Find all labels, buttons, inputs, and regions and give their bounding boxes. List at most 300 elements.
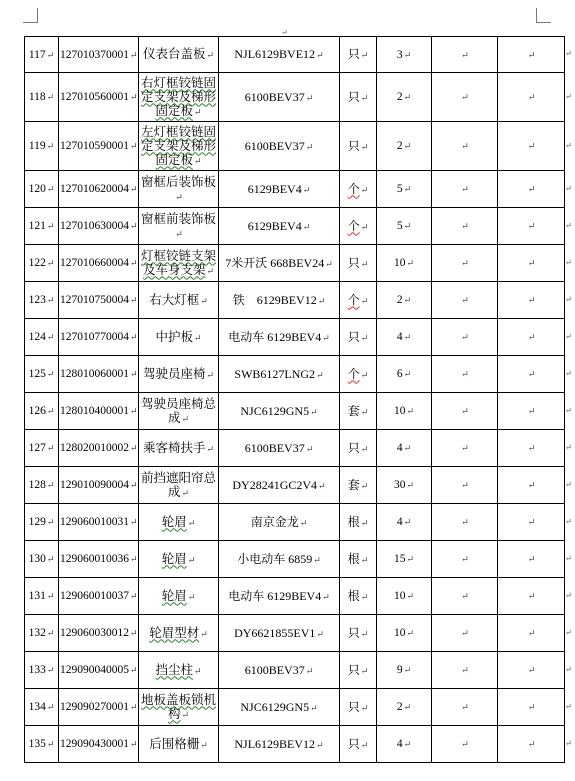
cell-end-mark: ↵	[206, 443, 215, 454]
unit-cell	[340, 467, 377, 504]
cell-end-mark: ↵	[187, 591, 196, 602]
part-code-cell	[59, 467, 139, 504]
row-number-cell	[25, 726, 59, 763]
cell-end-mark: ↵	[46, 184, 55, 194]
part-code-cell	[59, 319, 139, 356]
cell-end-mark: ↵	[305, 92, 314, 103]
quantity-text: 2	[396, 701, 403, 713]
empty-cell	[432, 467, 498, 504]
cell-end-mark: ↵	[130, 221, 138, 231]
empty-cell	[432, 615, 498, 652]
cell-end-mark: ↵	[527, 665, 536, 675]
quantity-text: 6	[396, 368, 403, 380]
empty-cell	[432, 430, 498, 467]
part-name-cell	[139, 282, 219, 319]
empty-cell	[498, 689, 565, 726]
cell-end-mark: ↵	[403, 665, 412, 675]
unit-cell	[340, 430, 377, 467]
quantity-cell	[377, 393, 432, 430]
part-code-text: 129060010031	[60, 516, 129, 528]
empty-cell	[432, 319, 498, 356]
part-name-cell	[139, 319, 219, 356]
vehicle-model-cell	[219, 430, 340, 467]
cell-end-mark: ↵	[302, 184, 311, 195]
cell-end-mark: ↵	[299, 517, 308, 528]
cell-end-mark: ↵	[316, 369, 324, 380]
cell-end-mark: ↵	[130, 406, 138, 416]
part-name-cell	[139, 73, 219, 122]
part-name-text: 中护板	[155, 329, 193, 344]
empty-cell	[498, 652, 565, 689]
part-code-cell	[59, 122, 139, 171]
cell-end-mark: ↵	[181, 487, 190, 498]
cell-end-mark: ↵	[461, 221, 469, 231]
cell-end-mark: ↵	[318, 480, 326, 491]
empty-cell	[498, 122, 565, 171]
part-code-text: 129060010036	[60, 553, 129, 565]
vehicle-model-text: NJC6129GN5	[240, 699, 310, 714]
cell-end-mark: ↵	[406, 628, 415, 638]
part-code-cell	[59, 689, 139, 726]
row-end-mark: ↵	[565, 368, 572, 378]
cell-end-mark: ↵	[527, 49, 536, 60]
cell-end-mark: ↵	[316, 50, 324, 60]
cell-end-mark: ↵	[360, 369, 369, 380]
cell-end-mark: ↵	[305, 141, 314, 152]
row-number-text: 120	[28, 183, 46, 195]
vehicle-model-text: 小电动车 6859	[237, 551, 313, 566]
part-code-cell	[59, 171, 139, 208]
cell-end-mark: ↵	[360, 406, 369, 417]
row-number-cell	[25, 122, 59, 171]
quantity-cell	[377, 578, 432, 615]
part-code-text: 128010400001	[60, 405, 129, 417]
vehicle-model-cell	[219, 356, 340, 393]
row-end-mark: ↵	[565, 553, 572, 563]
empty-cell	[432, 122, 498, 171]
unit-text: 只	[347, 625, 360, 640]
part-code-text: 128020010002	[60, 442, 129, 454]
unit-text: 只	[347, 89, 360, 104]
cell-end-mark: ↵	[461, 92, 469, 102]
cell-end-mark: ↵	[527, 628, 536, 638]
row-end-mark: ↵	[565, 183, 572, 193]
cell-end-mark: ↵	[360, 221, 369, 232]
cell-end-mark: ↵	[46, 332, 55, 342]
cell-end-mark: ↵	[461, 295, 469, 305]
vehicle-model-text: 6129BEV4	[247, 181, 302, 196]
cell-end-mark: ↵	[187, 554, 196, 565]
cell-end-mark: ↵	[527, 480, 536, 490]
cell-end-mark: ↵	[403, 443, 412, 453]
vehicle-model-cell	[219, 393, 340, 430]
part-name-cell	[139, 245, 219, 282]
quantity-cell	[377, 171, 432, 208]
table-row	[25, 541, 565, 578]
cell-end-mark: ↵	[527, 554, 536, 564]
quantity-text: 5	[396, 183, 403, 195]
part-name-cell	[139, 356, 219, 393]
cell-end-mark: ↵	[461, 443, 469, 453]
quantity-text: 4	[396, 442, 403, 454]
cell-end-mark: ↵	[527, 184, 536, 194]
part-name-cell	[139, 541, 219, 578]
cell-end-mark: ↵	[130, 591, 138, 601]
part-code-cell	[59, 245, 139, 282]
empty-cell	[432, 578, 498, 615]
empty-cell	[432, 504, 498, 541]
unit-cell	[340, 578, 377, 615]
part-name-cell	[139, 689, 219, 726]
row-number-text: 122	[28, 257, 46, 269]
cell-end-mark: ↵	[403, 517, 412, 527]
part-name-text: 前挡遮阳帘总成	[140, 470, 216, 499]
cell-end-mark: ↵	[206, 265, 215, 276]
vehicle-model-cell	[219, 578, 340, 615]
vehicle-model-cell	[219, 504, 340, 541]
empty-cell	[498, 356, 565, 393]
row-end-mark: ↵	[565, 590, 572, 600]
cell-end-mark: ↵	[360, 332, 369, 343]
empty-cell	[498, 430, 565, 467]
part-name-cell	[139, 504, 219, 541]
part-code-text: 129060010037	[60, 590, 129, 602]
cell-end-mark: ↵	[46, 406, 55, 416]
cell-end-mark: ↵	[130, 739, 138, 749]
cell-end-mark: ↵	[325, 258, 333, 269]
row-number-cell	[25, 319, 59, 356]
cell-end-mark: ↵	[461, 554, 469, 564]
cell-end-mark: ↵	[193, 332, 202, 343]
cell-end-mark: ↵	[461, 628, 469, 638]
empty-cell	[432, 393, 498, 430]
unit-text: 只	[347, 329, 360, 344]
parts-table-body	[25, 37, 565, 763]
row-number-cell	[25, 430, 59, 467]
cell-end-mark: ↵	[527, 332, 536, 342]
part-code-text: 129090040005	[60, 664, 129, 676]
part-name-cell	[139, 652, 219, 689]
quantity-text: 4	[396, 738, 403, 750]
quantity-text: 3	[396, 48, 403, 61]
empty-cell	[432, 356, 498, 393]
cell-end-mark: ↵	[46, 702, 55, 712]
cell-end-mark: ↵	[181, 709, 190, 720]
cell-end-mark: ↵	[130, 49, 138, 60]
cell-end-mark: ↵	[403, 332, 412, 342]
cell-end-mark: ↵	[130, 628, 138, 638]
cell-end-mark: ↵	[130, 702, 138, 712]
vehicle-model-cell	[219, 652, 340, 689]
unit-text: 只	[347, 736, 360, 751]
cell-end-mark: ↵	[46, 591, 55, 601]
quantity-cell	[377, 208, 432, 245]
row-number-text: 125	[28, 368, 46, 380]
cell-end-mark: ↵	[403, 221, 412, 231]
row-number-text: 124	[28, 331, 46, 343]
part-name-text: 驾驶员座椅总成	[140, 396, 216, 425]
quantity-cell	[377, 122, 432, 171]
quantity-cell	[377, 245, 432, 282]
cell-end-mark: ↵	[403, 49, 412, 60]
cell-end-mark: ↵	[187, 517, 196, 528]
row-number-text: 117	[28, 48, 46, 61]
cell-end-mark: ↵	[46, 628, 55, 638]
vehicle-model-text: 6100BEV37	[244, 440, 305, 455]
part-name-text: 轮眉	[161, 551, 187, 566]
part-code-cell	[59, 356, 139, 393]
part-code-text: 129090430001	[60, 738, 129, 750]
part-code-cell	[59, 393, 139, 430]
part-name-cell	[139, 430, 219, 467]
part-name-text: 仪表台盖板	[142, 47, 206, 61]
row-end-mark: ↵	[565, 49, 572, 58]
row-number-text: 121	[28, 220, 46, 232]
cell-end-mark: ↵	[527, 702, 536, 712]
part-name-text: 右灯框铰链固定支架及梯形固定板	[140, 75, 216, 118]
quantity-text: 10	[393, 257, 406, 269]
empty-cell	[498, 541, 565, 578]
cell-end-mark: ↵	[360, 92, 369, 103]
quantity-text: 4	[396, 331, 403, 343]
cell-end-mark: ↵	[406, 554, 415, 564]
empty-cell	[432, 171, 498, 208]
unit-cell	[340, 171, 377, 208]
cell-end-mark: ↵	[360, 50, 369, 60]
cell-end-mark: ↵	[46, 221, 55, 231]
unit-cell	[340, 652, 377, 689]
part-name-text: 挡尘柱	[155, 662, 193, 677]
empty-cell	[432, 245, 498, 282]
cell-end-mark: ↵	[461, 739, 469, 749]
part-name-text: 轮眉型材	[149, 625, 200, 640]
row-number-cell	[25, 208, 59, 245]
quantity-text: 10	[393, 405, 406, 417]
vehicle-model-cell	[219, 122, 340, 171]
cell-end-mark: ↵	[360, 739, 369, 750]
unit-cell	[340, 393, 377, 430]
cell-end-mark: ↵	[316, 739, 324, 750]
empty-cell	[432, 73, 498, 122]
part-code-text: 127010560001	[60, 91, 129, 103]
cell-end-mark: ↵	[360, 628, 369, 639]
empty-cell	[498, 319, 565, 356]
quantity-cell	[377, 652, 432, 689]
unit-cell	[340, 208, 377, 245]
quantity-text: 10	[393, 627, 406, 639]
empty-cell	[498, 171, 565, 208]
unit-cell	[340, 73, 377, 122]
cell-end-mark: ↵	[527, 369, 536, 379]
part-name-cell	[139, 726, 219, 763]
cell-end-mark: ↵	[46, 369, 55, 379]
vehicle-model-text: 6100BEV37	[244, 138, 305, 153]
cell-end-mark: ↵	[360, 184, 369, 195]
vehicle-model-cell	[219, 689, 340, 726]
empty-cell	[432, 37, 498, 73]
unit-text: 根	[347, 551, 360, 566]
cell-end-mark: ↵	[406, 258, 415, 268]
quantity-cell	[377, 467, 432, 504]
cell-end-mark: ↵	[403, 739, 412, 749]
cell-end-mark: ↵	[527, 739, 536, 749]
row-number-cell	[25, 541, 59, 578]
vehicle-model-cell	[219, 37, 340, 73]
cell-end-mark: ↵	[403, 702, 412, 712]
cell-end-mark: ↵	[360, 295, 369, 306]
row-number-cell	[25, 171, 59, 208]
cell-end-mark: ↵	[461, 702, 469, 712]
cell-end-mark: ↵	[175, 191, 183, 202]
cell-end-mark: ↵	[46, 443, 55, 453]
cell-end-mark: ↵	[461, 480, 469, 490]
unit-cell	[340, 122, 377, 171]
cell-end-mark: ↵	[360, 517, 369, 528]
empty-cell	[498, 726, 565, 763]
unit-text: 只	[347, 255, 360, 270]
part-name-cell	[139, 37, 219, 73]
cell-end-mark: ↵	[130, 517, 138, 527]
part-code-text: 129010090004	[60, 479, 129, 491]
empty-cell	[432, 726, 498, 763]
cell-end-mark: ↵	[360, 141, 369, 152]
unit-cell	[340, 689, 377, 726]
table-row	[25, 504, 565, 541]
part-code-cell	[59, 652, 139, 689]
vehicle-model-cell	[219, 541, 340, 578]
unit-text: 只	[347, 440, 360, 455]
part-name-cell	[139, 467, 219, 504]
unit-cell	[340, 282, 377, 319]
cell-end-mark: ↵	[193, 665, 202, 676]
quantity-cell	[377, 504, 432, 541]
cell-end-mark: ↵	[461, 141, 469, 151]
unit-text: 只	[347, 47, 360, 61]
vehicle-model-text: 6100BEV37	[244, 89, 305, 104]
cell-end-mark: ↵	[200, 628, 208, 639]
cell-end-mark: ↵	[130, 480, 138, 490]
top-return-mark: ↵	[281, 28, 288, 37]
cell-end-mark: ↵	[360, 591, 369, 602]
part-code-text: 127010770004	[60, 331, 129, 343]
empty-cell	[498, 73, 565, 122]
cell-end-mark: ↵	[461, 665, 469, 675]
cell-end-mark: ↵	[200, 295, 208, 306]
empty-cell	[498, 37, 565, 73]
row-number-text: 130	[28, 553, 46, 565]
part-code-cell	[59, 578, 139, 615]
part-code-text: 127010590001	[60, 140, 129, 152]
vehicle-model-text: DY6621855EV1	[234, 625, 316, 640]
cell-end-mark: ↵	[130, 184, 138, 194]
part-code-cell	[59, 726, 139, 763]
part-name-text: 右大灯框	[149, 292, 200, 307]
row-number-text: 134	[28, 701, 46, 713]
parts-table	[24, 36, 565, 763]
cell-end-mark: ↵	[360, 480, 369, 491]
part-code-cell	[59, 541, 139, 578]
cell-end-mark: ↵	[46, 554, 55, 564]
row-end-mark: ↵	[565, 479, 572, 489]
row-number-cell	[25, 504, 59, 541]
unit-cell	[340, 541, 377, 578]
quantity-text: 2	[396, 140, 403, 152]
row-number-cell	[25, 689, 59, 726]
row-number-text: 131	[28, 590, 46, 602]
cell-end-mark: ↵	[403, 92, 412, 102]
vehicle-model-text: 7米开沃 668BEV24	[225, 255, 325, 270]
cell-end-mark: ↵	[130, 443, 138, 453]
cell-end-mark: ↵	[310, 406, 318, 417]
row-number-cell	[25, 393, 59, 430]
table-row	[25, 578, 565, 615]
row-end-mark: ↵	[565, 140, 572, 150]
table-row	[25, 208, 565, 245]
cell-end-mark: ↵	[360, 258, 369, 269]
cell-end-mark: ↵	[200, 739, 208, 750]
part-code-cell	[59, 504, 139, 541]
table-row	[25, 37, 565, 73]
cell-end-mark: ↵	[130, 141, 138, 151]
cell-end-mark: ↵	[461, 406, 469, 416]
empty-cell	[498, 615, 565, 652]
row-end-mark: ↵	[565, 91, 572, 101]
part-name-cell	[139, 393, 219, 430]
cell-end-mark: ↵	[175, 228, 183, 239]
vehicle-model-text: 电动车 6129BEV4	[228, 588, 322, 603]
cell-end-mark: ↵	[193, 155, 202, 166]
part-name-text: 地板盖板锁机构	[140, 692, 216, 721]
row-number-cell	[25, 73, 59, 122]
vehicle-model-cell	[219, 282, 340, 319]
table-row	[25, 615, 565, 652]
cell-end-mark: ↵	[313, 554, 321, 565]
quantity-cell	[377, 37, 432, 73]
cell-end-mark: ↵	[527, 517, 536, 527]
row-end-mark: ↵	[565, 331, 572, 341]
unit-text: 只	[347, 699, 360, 714]
empty-cell	[432, 541, 498, 578]
cell-end-mark: ↵	[461, 49, 469, 60]
unit-cell	[340, 319, 377, 356]
page-corner-mark-top-left	[23, 8, 38, 23]
cell-end-mark: ↵	[46, 295, 55, 305]
part-name-text: 轮眉	[161, 514, 187, 529]
vehicle-model-cell	[219, 467, 340, 504]
part-code-cell	[59, 430, 139, 467]
row-number-cell	[25, 282, 59, 319]
part-name-cell	[139, 615, 219, 652]
quantity-cell	[377, 430, 432, 467]
row-end-mark: ↵	[565, 294, 572, 304]
empty-cell	[432, 689, 498, 726]
part-name-cell	[139, 578, 219, 615]
quantity-cell	[377, 541, 432, 578]
empty-cell	[498, 282, 565, 319]
cell-end-mark: ↵	[461, 258, 469, 268]
quantity-text: 10	[393, 590, 406, 602]
unit-cell	[340, 504, 377, 541]
part-code-cell	[59, 282, 139, 319]
quantity-cell	[377, 282, 432, 319]
cell-end-mark: ↵	[527, 258, 536, 268]
cell-end-mark: ↵	[461, 517, 469, 527]
row-number-text: 132	[28, 627, 46, 639]
row-number-text: 128	[28, 479, 46, 491]
quantity-text: 30	[393, 479, 406, 491]
part-code-cell	[59, 37, 139, 73]
row-end-mark: ↵	[565, 405, 572, 415]
